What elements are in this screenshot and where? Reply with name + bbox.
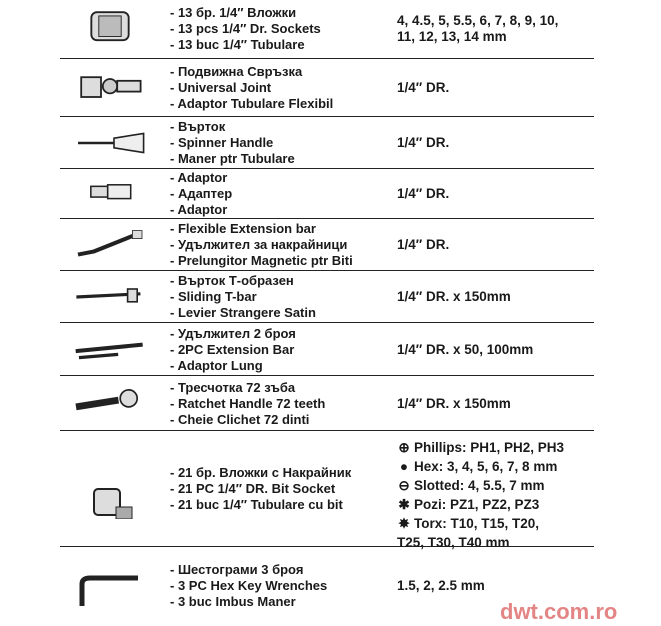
- item-name: - 13 бр. 1/4″ Вложки: [170, 5, 297, 20]
- torx-icon: ✸: [398, 516, 410, 531]
- table-row: [60, 432, 594, 550]
- item-name: - Levier Strangere Satin: [170, 305, 316, 320]
- item-spec: [397, 342, 533, 358]
- bit-list: [397, 438, 564, 552]
- table-row: [60, 0, 594, 59]
- watermark: dwt.com.ro: [500, 599, 618, 624]
- item-names: [170, 326, 296, 374]
- table-row: [60, 324, 594, 376]
- item-name: - Sliding T-bar: [170, 289, 257, 304]
- item-names: [170, 380, 325, 428]
- phillips-icon: ⊕: [398, 440, 410, 455]
- table-row: [60, 170, 594, 219]
- item-name: - Adaptor: [170, 170, 228, 185]
- spec-line: 4, 4.5, 5, 5.5, 6, 7, 8, 9, 10,: [397, 13, 559, 28]
- universal-joint-icon: [60, 60, 160, 116]
- ratchet-icon: [60, 377, 160, 430]
- bit-text: T25, T30, T40 mm: [397, 535, 510, 550]
- bit-socket-icon: [60, 432, 160, 546]
- item-spec: [397, 186, 449, 202]
- bit-item: [397, 476, 564, 495]
- bit-text: Phillips: PH1, PH2, PH3: [414, 440, 565, 455]
- item-names: [170, 562, 327, 610]
- table-row: [60, 377, 594, 431]
- item-spec: [397, 13, 558, 45]
- item-name: - Flexible Extension bar: [170, 221, 316, 236]
- item-name: - Подвижна Свръзка: [170, 64, 303, 79]
- item-names: [170, 119, 295, 167]
- item-name: - 21 PC 1/4″ DR. Bit Socket: [170, 481, 336, 496]
- bit-text: Pozi: PZ1, PZ2, PZ3: [414, 497, 540, 512]
- item-spec: [397, 396, 511, 412]
- item-names: [170, 64, 333, 112]
- item-name: - 3 PC Hex Key Wrenches: [170, 578, 328, 593]
- item-name: - Върток Т-образен: [170, 273, 294, 288]
- item-spec: [397, 289, 511, 305]
- spec-line: 1.5, 2, 2.5 mm: [397, 578, 485, 593]
- bit-item: [397, 495, 564, 514]
- item-spec: [397, 80, 449, 96]
- item-name: - Удължител за накрайници: [170, 237, 348, 252]
- item-names: [170, 273, 316, 321]
- table-row: [60, 272, 594, 323]
- item-name: - 3 buc Imbus Maner: [170, 594, 296, 609]
- spec-line: 1/4″ DR.: [397, 80, 450, 95]
- item-name: - Cheie Clichet 72 dinti: [170, 411, 310, 427]
- adaptor-icon: [60, 170, 160, 218]
- item-name: - Удължител 2 броя: [170, 325, 296, 341]
- spec-line: 1/4″ DR. x 150mm: [397, 395, 511, 411]
- bit-text: Slotted: 4, 5.5, 7 mm: [414, 478, 545, 493]
- spec-line: 1/4″ DR. x 150mm: [397, 289, 511, 304]
- item-name: - Adaptor Lung: [170, 357, 263, 373]
- item-name: - Ratchet Handle 72 teeth: [170, 395, 326, 411]
- item-name: - Шестограми 3 броя: [170, 562, 304, 577]
- hex-key-icon: [60, 548, 160, 624]
- spec-line: 11, 12, 13, 14 mm: [397, 29, 507, 44]
- bit-text: Torx: T10, T15, T20,: [414, 516, 540, 531]
- item-name: - 21 бр. Вложки с Накрайник: [170, 465, 352, 480]
- item-name: - Maner ptr Tubulare: [170, 151, 295, 166]
- item-name: - 21 buc 1/4″ Tubulare cu bit: [170, 497, 343, 512]
- bit-text: Hex: 3, 4, 5, 6, 7, 8 mm: [414, 459, 558, 474]
- item-names: [170, 5, 321, 53]
- item-name: - Adaptor: [170, 202, 228, 217]
- item-names: [170, 170, 232, 218]
- item-name: - Тресчотка 72 зъба: [170, 379, 296, 395]
- spec-line: 1/4″ DR.: [397, 186, 450, 201]
- item-names: [170, 465, 351, 513]
- spec-line: 1/4″ DR. x 50, 100mm: [397, 341, 534, 357]
- table-row: [60, 220, 594, 271]
- hex-icon: ●: [399, 459, 409, 474]
- item-name: - 2PC Extension Bar: [170, 341, 295, 357]
- spec-line: 1/4″ DR.: [397, 135, 450, 150]
- item-name: - 13 pcs 1/4″ Dr. Sockets: [170, 21, 321, 36]
- item-name: - Spinner Handle: [170, 135, 274, 150]
- item-name: - Universal Joint: [170, 80, 272, 95]
- spec-line: 1/4″ DR.: [397, 237, 450, 252]
- item-spec: [397, 135, 449, 151]
- table-row: [60, 60, 594, 117]
- slotted-icon: ⊖: [398, 478, 410, 493]
- item-names: [170, 221, 353, 269]
- item-name: - Адаптер: [170, 186, 233, 201]
- socket-icon: [60, 0, 160, 58]
- item-spec: [397, 237, 449, 253]
- bit-item: [397, 457, 564, 476]
- bit-item: [397, 438, 564, 457]
- pozi-icon: ✱: [398, 497, 410, 512]
- item-name: - Prelungitor Magnetic ptr Biti: [170, 253, 353, 268]
- item-name: - Adaptor Tubulare Flexibil: [170, 96, 334, 111]
- bit-item: [397, 514, 564, 533]
- item-spec: [397, 578, 485, 594]
- table-row: [60, 118, 594, 169]
- item-name: - 13 buc 1/4″ Tubulare: [170, 37, 305, 52]
- spinner-handle-icon: [60, 118, 160, 168]
- t-bar-icon: [60, 272, 160, 322]
- item-name: - Върток: [170, 119, 226, 134]
- extension-bar-icon: [60, 324, 160, 375]
- flexible-extension-icon: [60, 220, 160, 270]
